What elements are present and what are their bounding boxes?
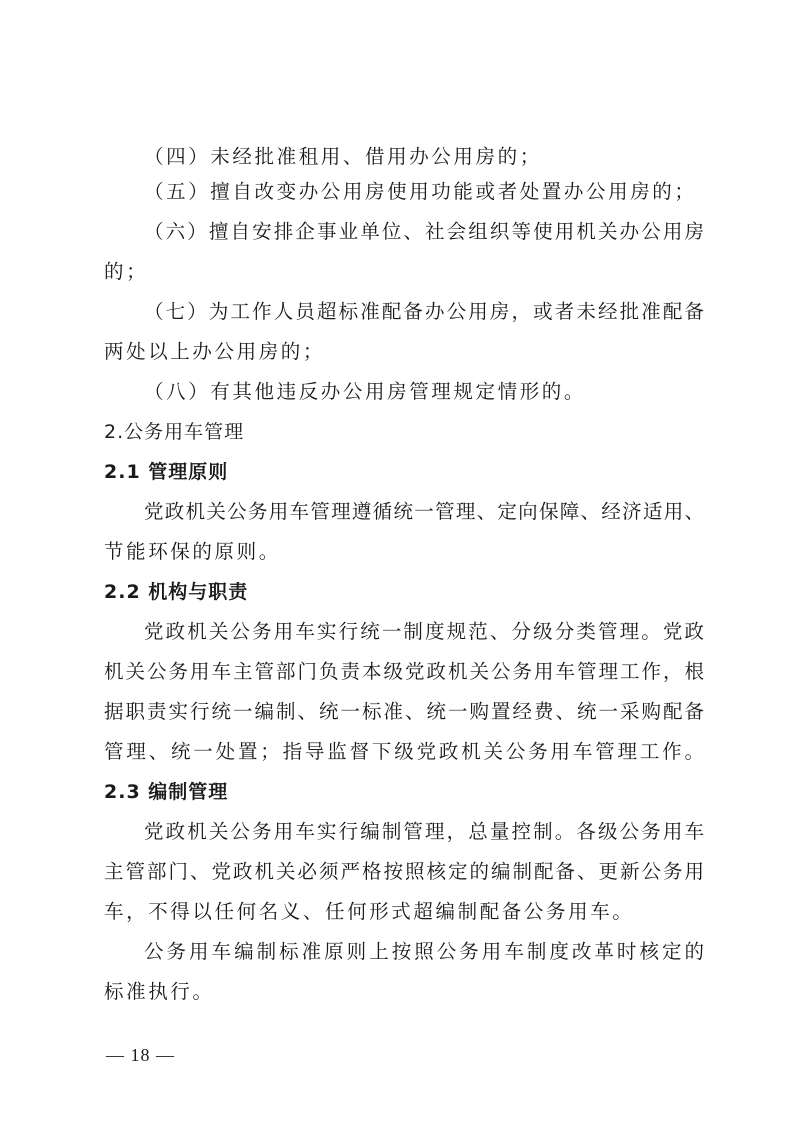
clause-7-line-2: 两处以上办公用房的； [104, 340, 326, 363]
paragraph-2-3b-line-1: 公务用车编制标准原则上按照公务用车制度改革时核定的 [144, 940, 704, 963]
paragraph-2-1-line-1: 党政机关公务用车管理遵循统一管理、定向保障、经济适用、 [144, 500, 704, 523]
paragraph-2-2-line-1: 党政机关公务用车实行统一制度规范、分级分类管理。党政 [144, 620, 704, 643]
paragraph-2-2-line-3: 据职责实行统一编制、统一标准、统一购置经费、统一采购配备 [104, 700, 704, 723]
section-heading-2: 2.公务用车管理 [104, 421, 245, 443]
clause-6-line-1: （六）擅自安排企事业单位、社会组织等使用机关办公用房 [144, 220, 704, 243]
paragraph-2-3-line-3: 车，不得以任何名义、任何形式超编制配备公务用车。 [104, 900, 635, 923]
paragraph-2-2-line-2: 机关公务用车主管部门负责本级党政机关公务用车管理工作，根 [104, 660, 704, 683]
clause-5: （五）擅自改变办公用房使用功能或者处置办公用房的； [144, 180, 697, 203]
paragraph-2-1-line-2: 节能环保的原则。 [104, 540, 281, 563]
clause-6-line-2: 的； [104, 260, 149, 283]
clause-8: （八）有其他违反办公用房管理规定情形的。 [144, 380, 587, 403]
clause-4: （四）未经批准租用、借用办公用房的； [144, 145, 542, 168]
clause-7-line-1: （七）为工作人员超标准配备办公用房，或者未经批准配备 [144, 300, 704, 323]
paragraph-2-3-line-1: 党政机关公务用车实行编制管理，总量控制。各级公务用车 [144, 820, 704, 843]
paragraph-2-3b-line-2: 标准执行。 [104, 980, 215, 1003]
page-number: — 18 — [106, 1045, 175, 1065]
subsection-heading-2-3: 2.3 编制管理 [104, 781, 229, 803]
subsection-heading-2-2: 2.2 机构与职责 [104, 581, 249, 603]
paragraph-2-2-line-4: 管理、统一处置；指导监督下级党政机关公务用车管理工作。 [104, 740, 704, 763]
paragraph-2-3-line-2: 主管部门、党政机关必须严格按照核定的编制配备、更新公务用 [104, 860, 704, 883]
subsection-heading-2-1: 2.1 管理原则 [104, 461, 229, 483]
